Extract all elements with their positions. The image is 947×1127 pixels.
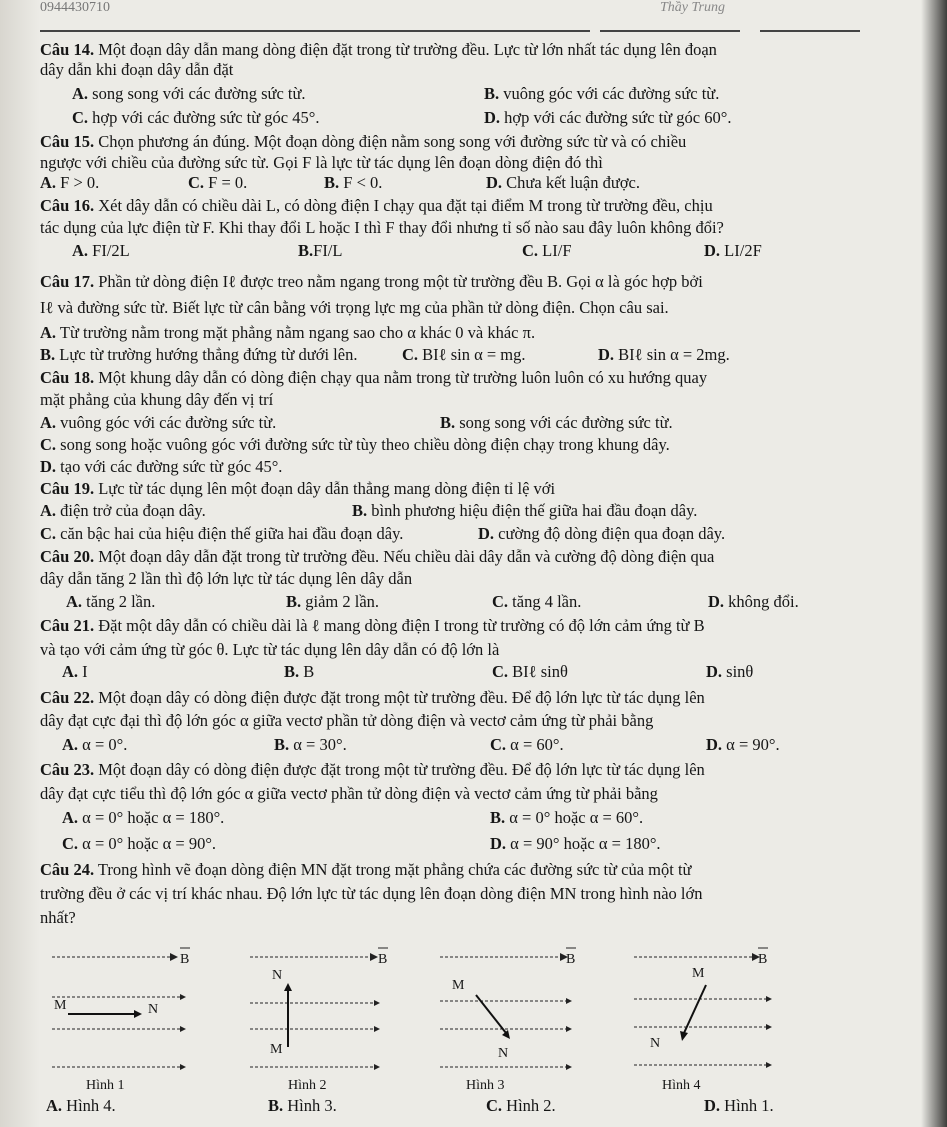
answer-option: [62, 808, 224, 827]
option-text: α = 0° hoặc α = 180°.: [78, 808, 225, 827]
option-letter: B.: [440, 413, 456, 432]
text-line: [40, 323, 535, 342]
answer-option: [492, 662, 568, 681]
answer-option: [704, 241, 762, 260]
option-letter: D.: [40, 457, 57, 476]
answer-option: [486, 1096, 556, 1115]
option-text: điện trở của đoạn dây.: [56, 501, 206, 520]
option-text: α = 90°.: [722, 735, 780, 754]
line-text: mặt phẳng của khung dây đến vị trí: [40, 390, 274, 409]
option-text: cường độ dòng điện qua đoạn dây.: [494, 524, 726, 543]
option-text: α = 60°.: [506, 735, 564, 754]
option-letter: C.: [40, 524, 57, 543]
option-text: Hình 2.: [502, 1096, 556, 1115]
option-text: FI/L: [313, 241, 343, 260]
option-letter: A.: [62, 735, 79, 754]
option-text: FI/2L: [88, 241, 130, 260]
option-letter: D.: [490, 834, 507, 853]
option-text: α = 0° hoặc α = 60°.: [505, 808, 644, 827]
answer-option: [486, 173, 640, 192]
answer-option: [40, 173, 99, 192]
question-number: Câu 17.: [40, 272, 95, 291]
page-shadow-left: [0, 0, 40, 1127]
option-text: song song với các đường sức từ.: [455, 413, 673, 432]
answer-option: [484, 108, 731, 127]
option-text: BIℓ sinθ: [508, 662, 568, 681]
option-letter: C.: [40, 435, 57, 454]
answer-option: [402, 345, 526, 364]
text-line: [40, 569, 412, 588]
option-letter: B.: [268, 1096, 284, 1115]
option-text: α = 30°.: [289, 735, 347, 754]
question-number: Câu 23.: [40, 760, 95, 779]
text-line: [40, 616, 705, 635]
header-rule: [600, 30, 740, 32]
line-text: Một đoạn dây dẫn đặt trong từ trường đều. Nếu chiều dài dây dẫn và cường độ dòng điện qua: [94, 547, 715, 566]
text-line: [40, 390, 273, 409]
option-letter: C.: [188, 173, 205, 192]
option-text: sinθ: [722, 662, 754, 681]
option-letter: B.: [40, 345, 56, 364]
answer-option: [268, 1096, 337, 1115]
header-phone: 0944430710: [40, 0, 110, 15]
option-text: α = 0°.: [78, 735, 128, 754]
header-rule: [40, 30, 590, 32]
option-letter: A.: [62, 662, 79, 681]
option-text: tăng 4 lần.: [508, 592, 582, 611]
figure-1: [52, 945, 202, 1075]
line-text: Xét dây dẫn có chiều dài L, có dòng điện I chạy qua đặt tại điểm M trong từ trường đều, chịu: [94, 196, 713, 215]
option-letter: A.: [72, 241, 89, 260]
line-text: Một khung dây dẫn có dòng điện chạy qua nằm trong từ trường luôn luôn có xu hướng quay: [94, 368, 708, 387]
line-text: tác dụng của lực điện từ F. Khi thay đổi L hoặc I thì F thay đổi nhưng tỉ số nào sau đây luôn không đổi?: [40, 218, 724, 237]
question-number: Câu 15.: [40, 132, 95, 151]
answer-option: [706, 662, 753, 681]
line-text: Đặt một dây dẫn có chiều dài là ℓ mang dòng điện I trong từ trường có độ lớn cảm ứng từ B: [94, 616, 705, 635]
answer-option: [40, 413, 276, 432]
answer-option: [324, 173, 382, 192]
option-letter: B.: [490, 808, 506, 827]
line-text: Trong hình vẽ đoạn dòng điện MN đặt trong mặt phẳng chứa các đường sức từ của một từ: [94, 860, 692, 879]
text-line: [40, 640, 499, 659]
text-line: [40, 40, 717, 59]
option-letter: D.: [708, 592, 725, 611]
text-line: [40, 479, 555, 498]
b-vector-label: B: [378, 952, 388, 967]
line-text: dây dẫn khi đoạn dây dẫn đặt: [40, 60, 234, 79]
option-letter: D.: [486, 173, 503, 192]
b-vector-label: B: [180, 952, 190, 967]
line-text: dây đạt cực đại thì độ lớn góc α giữa vectơ phần tử dòng điện và vectơ cảm ứng từ phải bằng: [40, 711, 654, 730]
text-line: [40, 60, 233, 79]
line-text: trường đều ở các vị trí khác nhau. Độ lớn lực từ tác dụng lên đoạn dòng điện MN trong hình nào lớn: [40, 884, 703, 903]
option-letter: A.: [40, 413, 57, 432]
line-text: Chọn phương án đúng. Một đoạn dòng điện nằm song song với đường sức từ và có chiều: [94, 132, 687, 151]
text-line: [40, 368, 707, 387]
option-text: F < 0.: [339, 173, 383, 192]
point-n-label: N: [148, 1002, 159, 1017]
option-letter: D.: [478, 524, 495, 543]
answer-option: [72, 108, 319, 127]
option-letter: B.: [484, 84, 500, 103]
line-text: Lực từ tác dụng lên một đoạn dây dẫn thẳng mang dòng điện tỉ lệ với: [94, 479, 556, 498]
line-text: song song hoặc vuông góc với đường sức từ tùy theo chiều dòng điện chạy trong khung dây.: [56, 435, 670, 454]
answer-option: [72, 84, 306, 103]
answer-option: [66, 592, 155, 611]
text-line: [40, 784, 658, 803]
text-line: [40, 760, 705, 779]
option-text: BIℓ sin α = 2mg.: [614, 345, 730, 364]
line-text: dây dẫn tăng 2 lần thì độ lớn lực từ tác dụng lên dây dẫn: [40, 569, 413, 588]
text-line: [40, 908, 76, 927]
option-text: Hình 1.: [720, 1096, 774, 1115]
answer-option: [286, 592, 379, 611]
header-rule: [760, 30, 860, 32]
point-m-label: M: [452, 978, 465, 993]
answer-option: [62, 834, 216, 853]
answer-option: [490, 735, 564, 754]
option-text: bình phương hiệu điện thế giữa hai đầu đoạn dây.: [367, 501, 698, 520]
figure-4-caption: Hình 4: [662, 1078, 701, 1093]
option-letter: C.: [402, 345, 419, 364]
option-text: Chưa kết luận được.: [502, 173, 641, 192]
option-letter: B.: [352, 501, 368, 520]
figure-3: [438, 945, 598, 1075]
question-number: Câu 18.: [40, 368, 95, 387]
line-text: tạo với các đường sức từ góc 45°.: [56, 457, 283, 476]
figure-4: [630, 945, 790, 1075]
question-number: Câu 14.: [40, 40, 95, 59]
answer-option: [40, 524, 403, 543]
option-text: BIℓ sin α = mg.: [418, 345, 526, 364]
option-letter: D.: [704, 241, 721, 260]
option-text: LI/2F: [720, 241, 762, 260]
option-text: căn bậc hai của hiệu điện thế giữa hai đầu đoạn dây.: [56, 524, 404, 543]
option-letter: C.: [486, 1096, 503, 1115]
option-letter: B.: [274, 735, 290, 754]
option-letter: C.: [522, 241, 539, 260]
option-letter: A.: [40, 323, 57, 342]
option-text: B: [299, 662, 315, 681]
option-text: không đổi.: [724, 592, 799, 611]
line-text: nhất?: [40, 908, 76, 927]
line-text: Từ trường nằm trong mặt phẳng nằm ngang sao cho α khác 0 và khác π.: [56, 323, 536, 342]
line-text: Phần tử dòng điện Iℓ được treo nằm ngang trong một từ trường đều B. Gọi α là góc hợp bởi: [94, 272, 703, 291]
option-letter: D.: [706, 662, 723, 681]
answer-option: [298, 241, 342, 260]
line-text: ngược với chiều của đường sức từ. Gọi F là lực từ tác dụng lên đoạn dòng điện đó thì: [40, 153, 603, 172]
option-letter: A.: [40, 501, 57, 520]
option-letter: C.: [62, 834, 79, 853]
point-n-label: N: [272, 968, 283, 983]
line-text: và tạo với cảm ứng từ góc θ. Lực từ tác dụng lên dây dẫn có độ lớn là: [40, 640, 500, 659]
option-letter: D.: [706, 735, 723, 754]
option-text: song song với các đường sức từ.: [88, 84, 306, 103]
option-text: F > 0.: [56, 173, 100, 192]
answer-option: [188, 173, 247, 192]
option-letter: B.: [298, 241, 314, 260]
answer-option: [72, 241, 130, 260]
option-text: Lực từ trường hướng thẳng đứng từ dưới lên.: [55, 345, 358, 364]
option-text: Hình 3.: [283, 1096, 337, 1115]
point-n-label: N: [498, 1046, 509, 1061]
option-text: giảm 2 lần.: [301, 592, 380, 611]
text-line: [40, 711, 653, 730]
question-number: Câu 21.: [40, 616, 95, 635]
text-line: [40, 196, 713, 215]
option-letter: B.: [284, 662, 300, 681]
point-n-label: N: [650, 1036, 661, 1051]
answer-option: [62, 735, 127, 754]
line-text: Iℓ và đường sức từ. Biết lực từ cân bằng với trọng lực mg của phần tử dòng điện. Chọn câu sai.: [40, 298, 669, 317]
option-text: F = 0.: [204, 173, 248, 192]
point-m-label: M: [270, 1042, 283, 1057]
text-line: [40, 884, 702, 903]
answer-option: [40, 345, 357, 364]
option-letter: A.: [46, 1096, 63, 1115]
question-number: Câu 22.: [40, 688, 95, 707]
answer-option: [706, 735, 780, 754]
option-text: hợp với các đường sức từ góc 60°.: [500, 108, 732, 127]
option-letter: B.: [324, 173, 340, 192]
text-line: [40, 435, 670, 454]
option-text: vuông góc với các đường sức từ.: [499, 84, 720, 103]
figure-2: [240, 945, 400, 1075]
answer-option: [440, 413, 673, 432]
option-letter: C.: [492, 662, 509, 681]
answer-option: [284, 662, 314, 681]
line-text: Một đoạn dây dẫn mang dòng điện đặt trong từ trường đều. Lực từ lớn nhất tác dụng lên đoạn: [94, 40, 717, 59]
line-text: Một đoạn dây có dòng điện được đặt trong một từ trường đều. Để độ lớn lực từ tác dụng lên: [94, 760, 705, 779]
figure-2-caption: Hình 2: [288, 1078, 327, 1093]
figure-3-caption: Hình 3: [466, 1078, 505, 1093]
text-line: [40, 272, 703, 291]
option-text: α = 0° hoặc α = 90°.: [78, 834, 217, 853]
option-text: vuông góc với các đường sức từ.: [56, 413, 277, 432]
text-line: [40, 860, 691, 879]
answer-option: [352, 501, 697, 520]
point-m-label: M: [54, 998, 67, 1013]
option-letter: B.: [286, 592, 302, 611]
question-number: Câu 16.: [40, 196, 95, 215]
text-line: [40, 457, 282, 476]
page-shadow-right: [921, 0, 947, 1127]
b-vector-label: B: [758, 952, 768, 967]
answer-option: [522, 241, 572, 260]
answer-option: [490, 808, 643, 827]
answer-option: [484, 84, 719, 103]
option-letter: D.: [484, 108, 501, 127]
answer-option: [598, 345, 730, 364]
option-letter: D.: [598, 345, 615, 364]
answer-option: [704, 1096, 774, 1115]
question-number: Câu 19.: [40, 479, 95, 498]
option-letter: A.: [66, 592, 83, 611]
line-text: Một đoạn dây có dòng điện được đặt trong một từ trường đều. Để độ lớn lực từ tác dụng lên: [94, 688, 705, 707]
b-vector-label: B: [566, 952, 576, 967]
line-text: dây đạt cực tiểu thì độ lớn góc α giữa vectơ phần tử dòng điện và vectơ cảm ứng từ phải bằng: [40, 784, 658, 803]
text-line: [40, 218, 724, 237]
option-letter: A.: [62, 808, 79, 827]
text-line: [40, 688, 705, 707]
option-text: Hình 4.: [62, 1096, 116, 1115]
answer-option: [274, 735, 347, 754]
answer-option: [492, 592, 581, 611]
option-text: tăng 2 lần.: [82, 592, 156, 611]
option-letter: D.: [704, 1096, 721, 1115]
option-text: hợp với các đường sức từ góc 45°.: [88, 108, 320, 127]
option-text: α = 90° hoặc α = 180°.: [506, 834, 661, 853]
question-number: Câu 20.: [40, 547, 95, 566]
option-letter: A.: [40, 173, 57, 192]
answer-option: [478, 524, 725, 543]
text-line: [40, 132, 686, 151]
option-letter: C.: [72, 108, 89, 127]
text-line: [40, 153, 603, 172]
figure-1-caption: Hình 1: [86, 1078, 125, 1093]
answer-option: [708, 592, 799, 611]
option-letter: A.: [72, 84, 89, 103]
option-text: I: [78, 662, 88, 681]
answer-option: [46, 1096, 116, 1115]
point-m-label: M: [692, 966, 705, 981]
answer-option: [40, 501, 206, 520]
text-line: [40, 547, 714, 566]
question-number: Câu 24.: [40, 860, 95, 879]
answer-option: [62, 662, 88, 681]
answer-option: [490, 834, 661, 853]
text-line: [40, 298, 669, 317]
option-letter: C.: [492, 592, 509, 611]
option-text: LI/F: [538, 241, 572, 260]
option-letter: C.: [490, 735, 507, 754]
header-author: Thầy Trung: [660, 0, 725, 15]
